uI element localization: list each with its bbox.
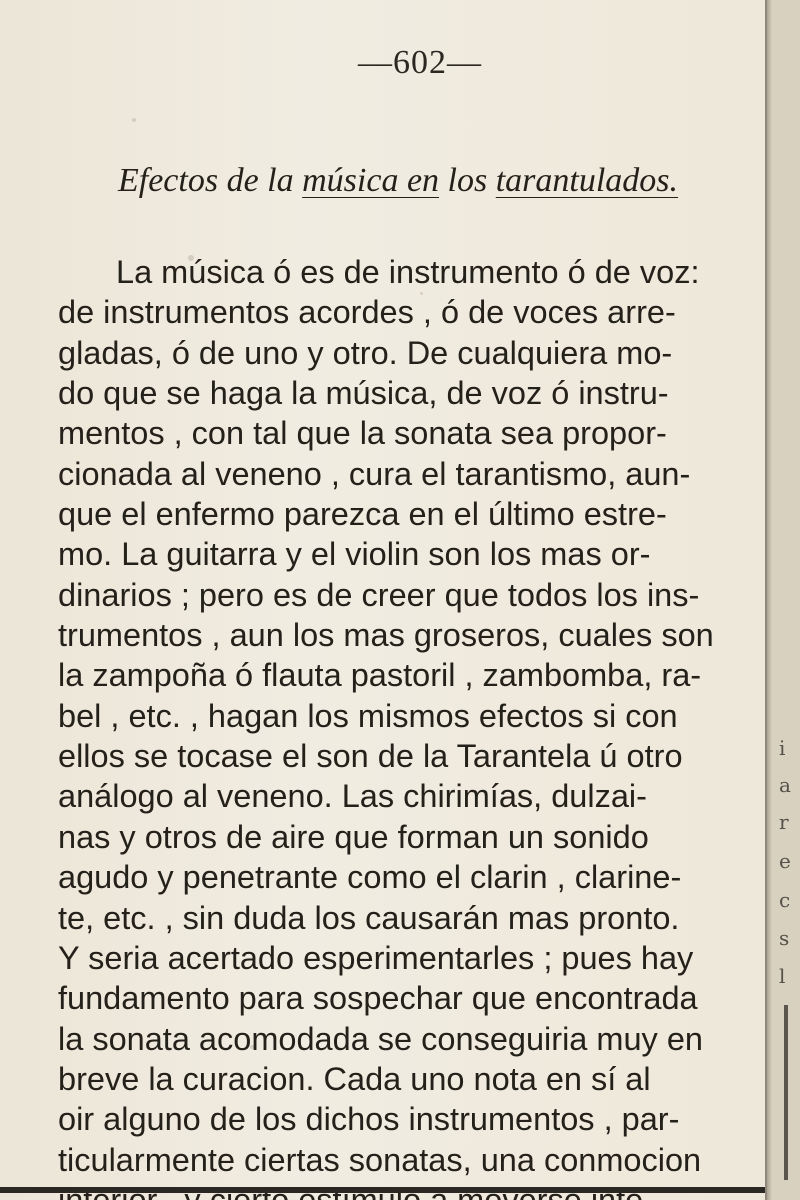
binding-shadow	[767, 0, 772, 1200]
adjacent-page-fragment: a	[779, 773, 791, 797]
adjacent-page-fragment: r	[779, 810, 789, 834]
text-line: de instrumentos acordes , ó de voces arre-	[58, 294, 676, 331]
text-line: ticularmente ciertas sonatas, una conmocion	[58, 1141, 702, 1178]
text-line: análogo al veneno. Las chirimías, dulzai-	[58, 778, 647, 815]
text-line: breve la curacion. Cada uno nota en sí al	[58, 1060, 651, 1097]
heading-text-underlined: música en	[302, 162, 440, 199]
text-line: do que se haga la música, de voz ó instru-	[58, 375, 669, 412]
text-line: trumentos , aun los mas groseros, cuales son	[58, 617, 714, 654]
text-line: cionada al veneno , cura el tarantismo, aun-	[58, 455, 691, 492]
text-line: la sonata acomodada se conseguiria muy en	[58, 1020, 703, 1057]
adjacent-page-shadow-bar	[784, 1005, 788, 1180]
text-line: oir alguno de los dichos instrumentos , par-	[58, 1101, 680, 1138]
text-line: la zampoña ó flauta pastoril , zambomba, ra-	[58, 657, 702, 694]
adjacent-page-fragment: s	[779, 926, 790, 950]
text-line: bel , etc. , hagan los mismos efectos si con	[58, 697, 678, 734]
text-line: dinarios ; pero es de creer que todos los ins-	[58, 576, 700, 613]
adjacent-page-fragment: l	[779, 964, 786, 988]
heading-text-underlined: tarantulados.	[495, 162, 679, 199]
text-line: nas y otros de aire que forman un sonido	[58, 818, 649, 855]
text-line: agudo y penetrante como el clarin , clarine-	[58, 859, 682, 896]
text-line: Y seria acertado esperimentarles ; pues hay	[58, 939, 694, 976]
page-bottom-edge	[0, 1187, 765, 1193]
text-line: ellos se tocase el son de la Tarantela ú otro	[58, 738, 683, 775]
page-number: —602—	[358, 44, 482, 81]
body-paragraph	[58, 252, 765, 1200]
heading-text: los	[439, 162, 496, 199]
paper-speck	[132, 118, 136, 122]
adjacent-page-edge	[765, 0, 800, 1200]
text-line: te, etc. , sin duda los causarán mas pronto.	[58, 899, 680, 936]
text-line: gladas, ó de uno y otro. De cualquiera mo-	[58, 334, 673, 371]
text-line: mo. La guitarra y el violin son los mas or-	[58, 536, 651, 573]
text-line: La música ó es de instrumento ó de voz:	[116, 254, 700, 290]
section-heading	[118, 162, 738, 200]
text-line: que el enfermo parezca en el último estre-	[58, 496, 667, 533]
text-line: fundamento para sospechar que encontrada	[58, 980, 698, 1017]
text-line: mentos , con tal que la sonata sea propor-	[58, 415, 667, 452]
heading-text: Efectos de la	[118, 162, 303, 199]
adjacent-page-fragment: i	[779, 736, 786, 760]
adjacent-page-fragment: c	[779, 888, 791, 912]
adjacent-page-fragment: e	[779, 849, 791, 873]
